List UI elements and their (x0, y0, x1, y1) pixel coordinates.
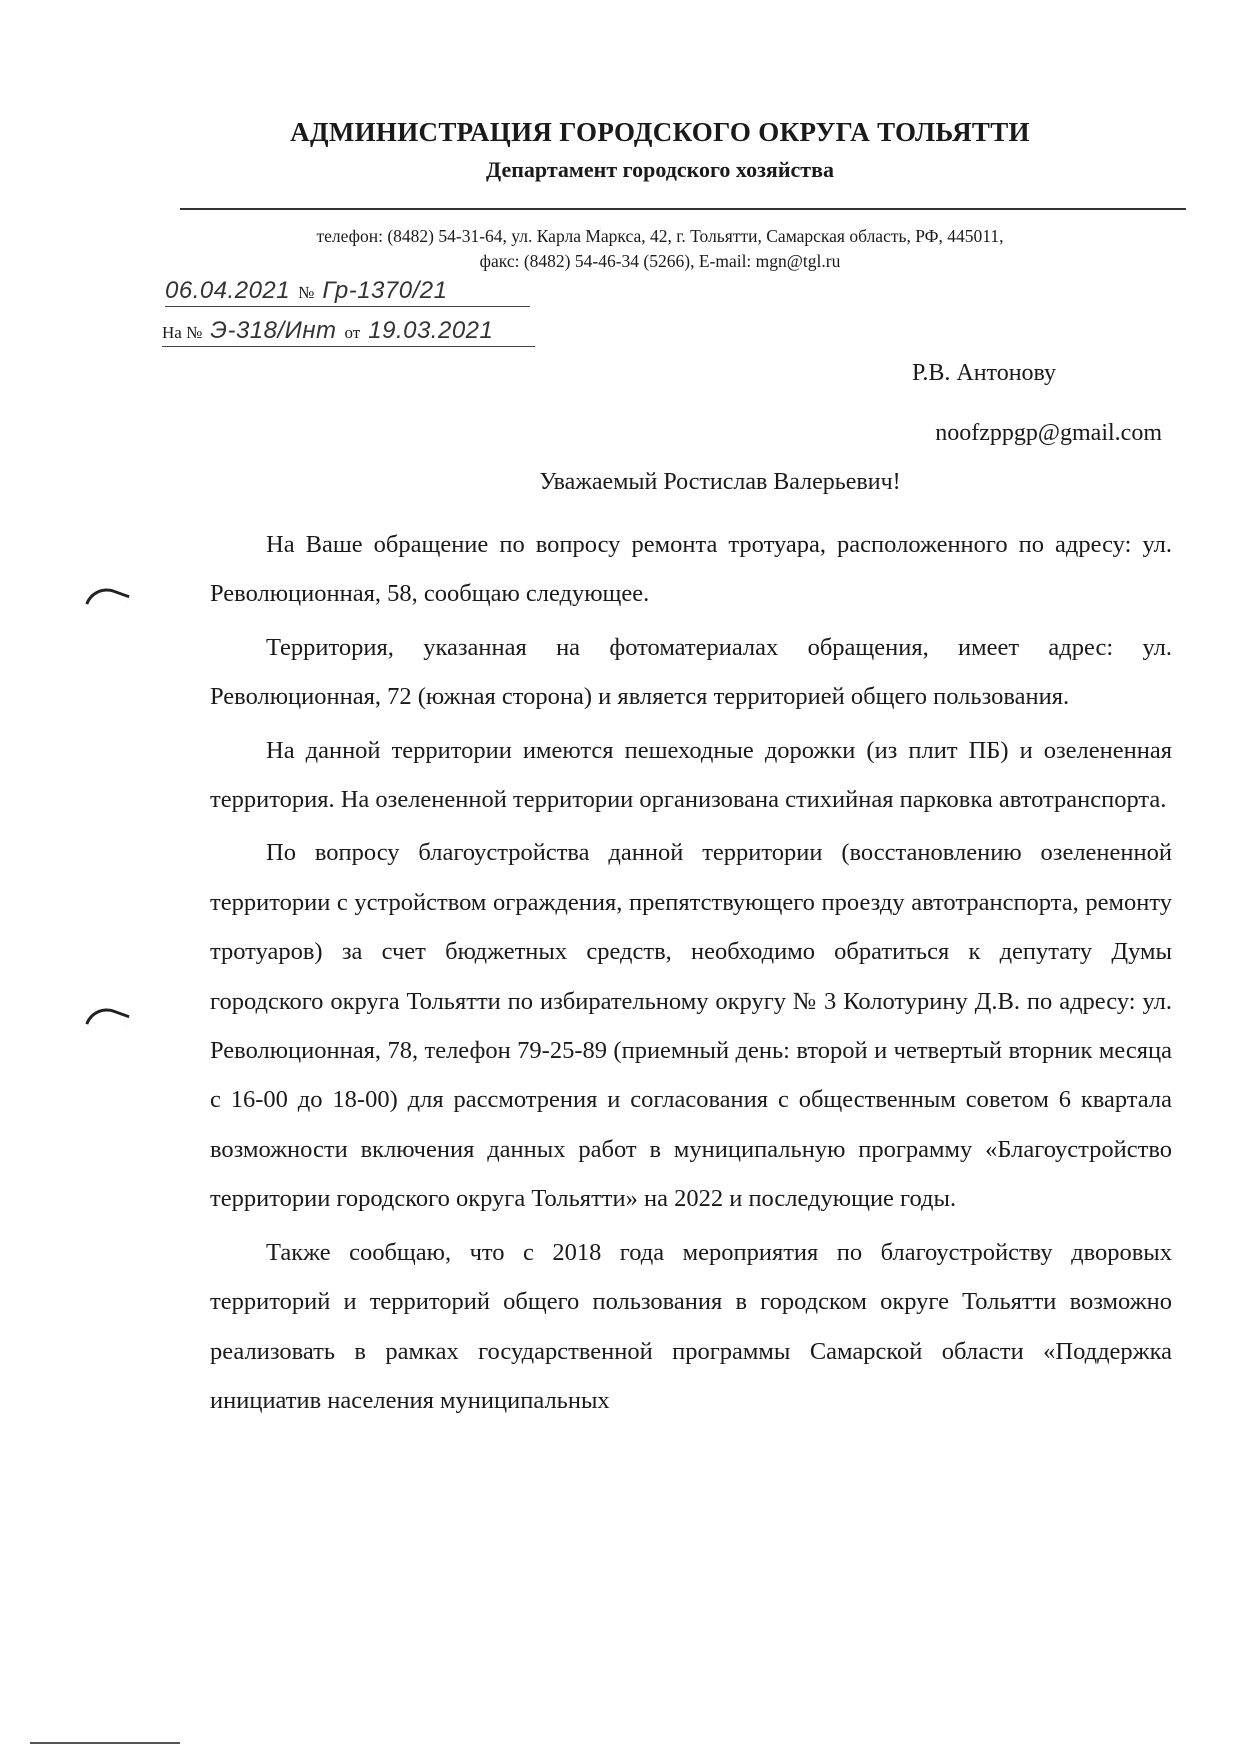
paragraph: Также сообщаю, что с 2018 года мероприятия по благоустройству дворовых территорий и территорий общего пользования в городском округе Тольятти возможно реализовать в рамках государственной программы Самарской области «Поддержка инициатив населения муниципальных (210, 1238, 1172, 1414)
reply-label: На № (162, 323, 203, 342)
reply-row (162, 316, 535, 347)
punch-hole-mark (85, 1002, 130, 1037)
paragraph: Территория, указанная на фотоматериалах обращения, имеет адрес: ул. Революционная, 72 (южная сторона) и является территорией общего пользования. (210, 633, 1172, 711)
scan-edge-line (30, 1742, 180, 1744)
reply-number: Э-318/Инт (210, 317, 337, 344)
letter-body (210, 520, 1172, 1429)
organization-title: АДМИНИСТРАЦИЯ ГОРОДСКОГО ОКРУГА ТОЛЬЯТТИ (290, 117, 1030, 147)
outgoing-number: Гр-1370/21 (322, 277, 448, 304)
greeting: Уважаемый Ростислав Валерьевич! (539, 469, 901, 495)
reply-date: 19.03.2021 (368, 317, 494, 344)
number-label: № (298, 283, 315, 302)
punch-hole-mark (85, 582, 130, 617)
addressee-name: Р.В. Антонову (912, 360, 1057, 386)
outgoing-date: 06.04.2021 (165, 277, 291, 304)
paragraph: По вопросу благоустройства данной территории (восстановлению озелененной территории с устройством ограждения, препятствующего проезду автотранспорта, ремонту тротуаров) за счет бюджетных средств, необходимо обратиться к депутату Думы городского округа Тольятти по избирательному округу № 3 Колотурину Д.В. по адресу: ул. Революционная, 78, телефон 79-25-89 (приемный день: второй и четвертый вторник месяца с 16-00 до 18-00) для рассмотрения и согласования с общественным советом 6 квартала возможности включения данных работ в муниципальную программу «Благоустройство территории городского округа Тольятти» на 2022 и последующие годы. (210, 839, 1172, 1213)
registration-row (165, 276, 530, 307)
paragraph: На данной территории имеются пешеходные дорожки (из плит ПБ) и озелененная территория. На озелененной территории организована стихийная парковка автотранспорта. (210, 736, 1172, 814)
addressee-email: noofzppgp@gmail.com (935, 420, 1162, 446)
contact-line-1: телефон: (8482) 54-31-64, ул. Карла Маркса, 42, г. Тольятти, Самарская область, РФ, 445011, (316, 226, 1004, 246)
from-label: от (344, 323, 361, 342)
contact-line-2: факс: (8482) 54-46-34 (5266), E-mail: mgn@tgl.ru (479, 251, 841, 271)
paragraph: На Ваше обращение по вопросу ремонта тротуара, расположенного по адресу: ул. Революционная, 58, сообщаю следующее. (210, 531, 1172, 608)
header-divider (180, 208, 1186, 210)
department-title: Департамент городского хозяйства (486, 157, 834, 182)
